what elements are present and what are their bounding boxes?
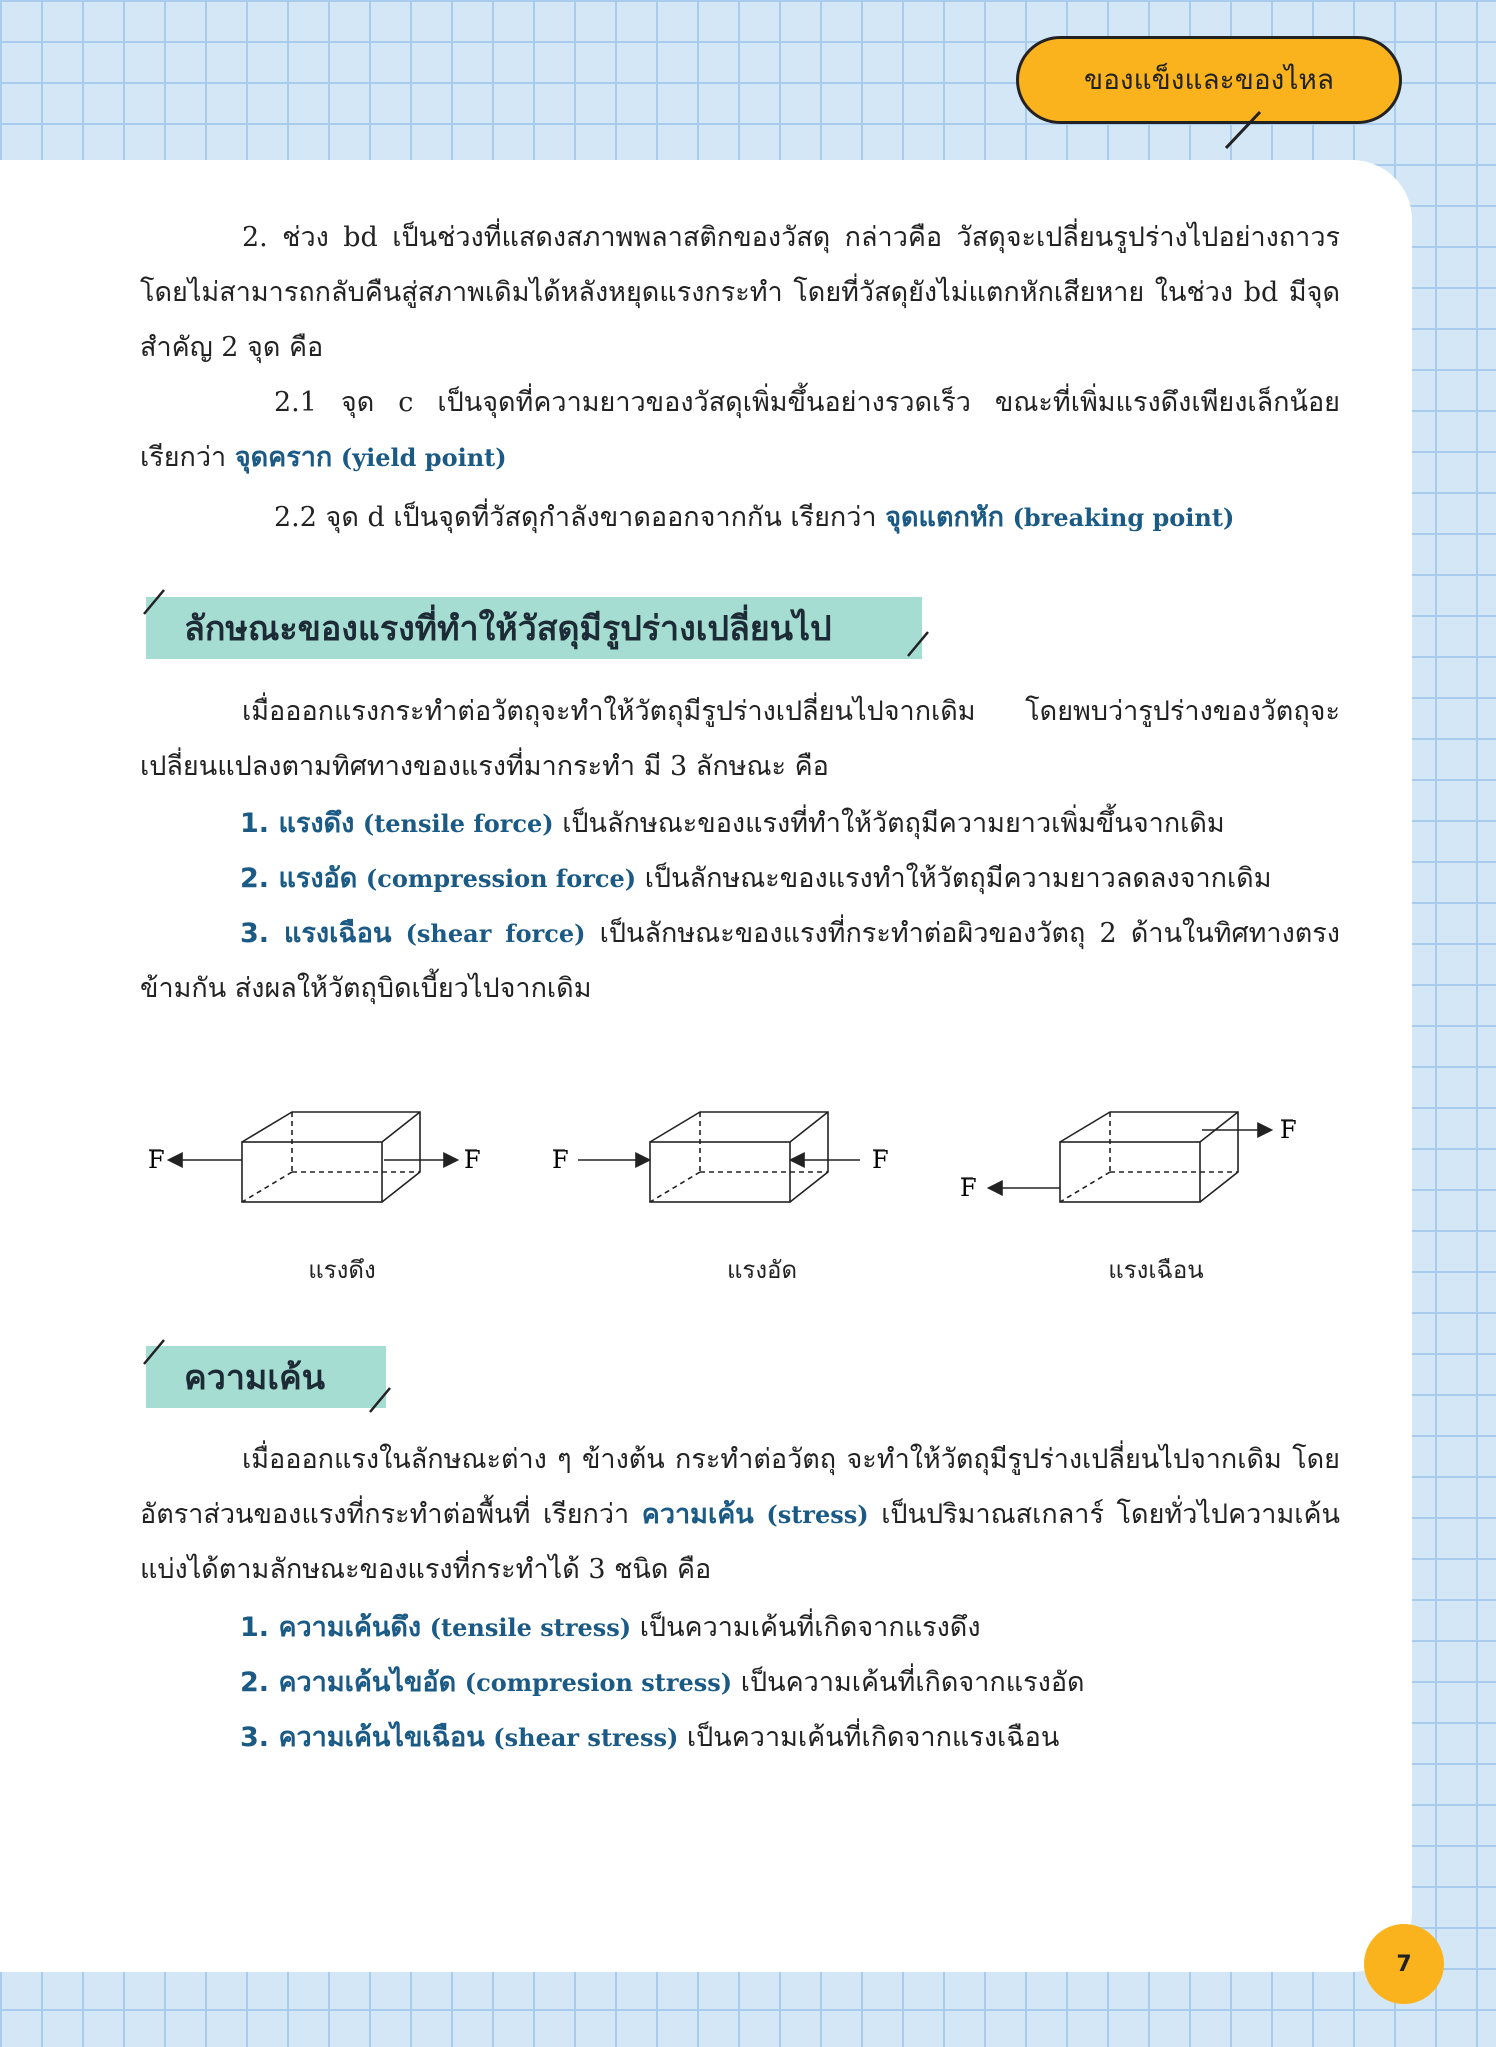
heading-slash-decoration bbox=[366, 1386, 394, 1414]
stress-intro-a: เมื่อออกแรงในลักษณะต่าง ๆ ข้างต้น กระทำต่อวัตถุ จะทำให้วัตถุมีรูปร่างเปลี่ยนไปจากเดิม โดยอัตราส่วนของแรงที่กระทำต่อพื้นที่ เรียกว่า bbox=[140, 1444, 1340, 1530]
page-number-badge bbox=[1364, 1924, 1444, 2004]
list-item-compression-force bbox=[240, 851, 1272, 906]
force-label: F bbox=[872, 1146, 889, 1174]
english-compression-stress: (compresion stress) bbox=[464, 1668, 733, 1697]
stress-intro-b: เป็นปริมาณสเกลาร์ โดยทั่วไปความเค้นแบ่งได้ตามลักษณะของแรงที่กระทำได้ 3 ชนิด คือ bbox=[140, 1499, 1340, 1585]
paragraph-stress-intro bbox=[140, 1432, 1340, 1597]
keyword-compression-force: 2. แรงอัด bbox=[240, 863, 358, 894]
section-heading-force-types-label: ลักษณะของแรงที่ทำให้วัสดุมีรูปร่างเปลี่ยนไป bbox=[184, 609, 832, 649]
text-compression-force: เป็นลักษณะของแรงทำให้วัตถุมีความยาวลดลงจากเดิม bbox=[644, 863, 1272, 894]
list-item-tensile-force bbox=[240, 796, 1225, 851]
section-heading-stress-label: ความเค้น bbox=[184, 1358, 325, 1398]
paragraph-point-d bbox=[274, 490, 1234, 545]
force-label: F bbox=[960, 1174, 977, 1202]
keyword-compression-stress: 2. ความเค้นไขอัด bbox=[240, 1667, 457, 1698]
chapter-tag-label: ของแข็งและของไหล bbox=[1083, 63, 1335, 96]
keyword-shear-force: 3. แรงเฉือน bbox=[240, 918, 392, 949]
english-tensile-stress: (tensile stress) bbox=[429, 1613, 632, 1642]
chapter-tag bbox=[1016, 36, 1402, 124]
paragraph-force-intro: เมื่อออกแรงกระทำต่อวัตถุจะทำให้วัตถุมีรูปร่างเปลี่ยนไปจากเดิม โดยพบว่ารูปร่างของวัตถุจะเปลี่ยนแปลงตามทิศทางของแรงที่มากระทำ มี 3 ลักษณะ คือ bbox=[140, 696, 1340, 782]
box-shear bbox=[1060, 1112, 1238, 1202]
caption-shear: แรงเฉือน bbox=[1108, 1256, 1204, 1284]
keyword-shear-stress: 3. ความเค้นไขเฉือน bbox=[240, 1722, 485, 1753]
box-compression bbox=[650, 1112, 828, 1202]
text-tensile-force: เป็นลักษณะของแรงที่ทำให้วัตถุมีความยาวเพิ่มขึ้นจากเดิม bbox=[562, 808, 1225, 839]
page-number: 7 bbox=[1396, 1951, 1412, 1977]
caption-tensile: แรงดึง bbox=[308, 1256, 376, 1284]
text-shear-force: เป็นลักษณะของแรงที่กระทำต่อผิวของวัตถุ 2 ด้านในทิศทางตรงข้ามกัน ส่งผลให้วัตถุบิดเบี้ยวไปจากเดิม bbox=[140, 918, 1340, 1004]
caption-compression: แรงอัด bbox=[726, 1256, 798, 1284]
keyword-tensile-force: 1. แรงดึง bbox=[240, 808, 355, 839]
list-item-tensile-stress bbox=[240, 1600, 981, 1655]
tag-tail-decoration bbox=[1210, 108, 1280, 158]
keyword-stress: ความเค้น bbox=[641, 1499, 754, 1530]
box-tensile bbox=[242, 1112, 420, 1202]
english-stress: (stress) bbox=[766, 1500, 869, 1529]
heading-slash-decoration bbox=[140, 1338, 168, 1366]
point-d-text: 2.2 จุด d เป็นจุดที่วัสดุกำลังขาดออกจากกัน เรียกว่า bbox=[274, 502, 877, 533]
text-tensile-stress: เป็นความเค้นที่เกิดจากแรงดึง bbox=[639, 1612, 981, 1643]
force-label: F bbox=[552, 1146, 569, 1174]
force-label: F bbox=[148, 1146, 165, 1174]
english-yield-point: (yield point) bbox=[340, 443, 507, 472]
text-compression-stress: เป็นความเค้นที่เกิดจากแรงอัด bbox=[740, 1667, 1085, 1698]
keyword-tensile-stress: 1. ความเค้นดึง bbox=[240, 1612, 422, 1643]
heading-slash-decoration bbox=[140, 588, 168, 616]
english-tensile-force: (tensile force) bbox=[362, 809, 554, 838]
list-item-compression-stress bbox=[240, 1655, 1085, 1710]
force-label: F bbox=[1280, 1116, 1297, 1144]
list-item-shear-force bbox=[140, 906, 1340, 1016]
keyword-breaking-point: จุดแตกหัก bbox=[885, 502, 1004, 533]
english-compression-force: (compression force) bbox=[365, 864, 637, 893]
paragraph-bd-range: 2. ช่วง bd เป็นช่วงที่แสดงสภาพพลาสติกของวัสดุ กล่าวคือ วัสดุจะเปลี่ยนรูปร่างไปอย่างถาวร โดยไม่สามารถกลับคืนสู่สภาพเดิมได้หลังหยุดแรงกระทำ โดยที่วัสดุยังไม่แตกหักเสียหาย ในช่วง bd มีจุดสำคัญ 2 จุด คือ bbox=[140, 222, 1340, 363]
text-shear-stress: เป็นความเค้นที่เกิดจากแรงเฉือน bbox=[686, 1722, 1060, 1753]
section-heading-stress bbox=[146, 1346, 386, 1408]
heading-slash-decoration bbox=[904, 630, 932, 658]
section-heading-force-types bbox=[146, 597, 922, 659]
paragraph-point-c bbox=[140, 375, 1340, 485]
english-breaking-point: (breaking point) bbox=[1012, 503, 1235, 532]
keyword-yield-point: จุดคราก bbox=[234, 442, 333, 473]
point-c-text: 2.1 จุด c เป็นจุดที่ความยาวของวัสดุเพิ่มขึ้นอย่างรวดเร็ว ขณะที่เพิ่มแรงดึงเพียงเล็กน้อย เรียกว่า bbox=[140, 387, 1340, 473]
list-item-shear-stress bbox=[240, 1710, 1059, 1765]
english-shear-stress: (shear stress) bbox=[493, 1723, 679, 1752]
force-label: F bbox=[464, 1146, 481, 1174]
english-shear-force: (shear force) bbox=[405, 919, 586, 948]
